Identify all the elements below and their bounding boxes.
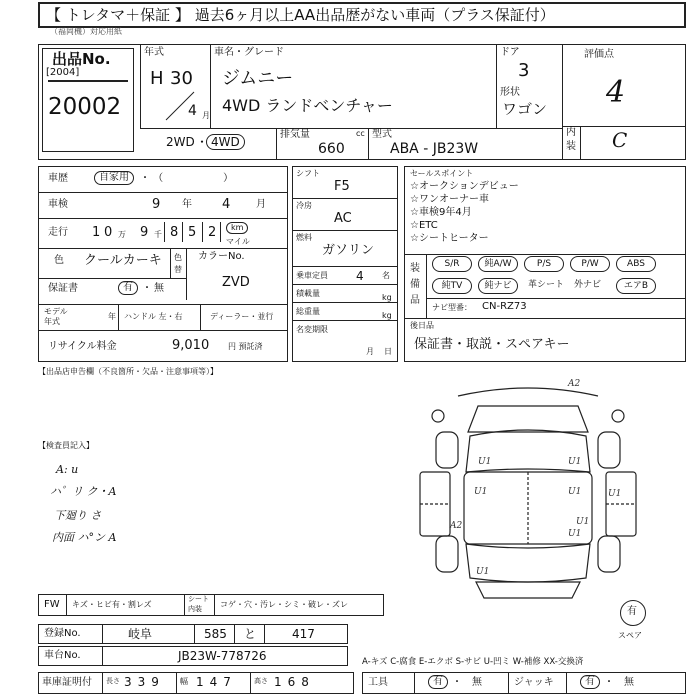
score-label: 評価点 xyxy=(584,49,614,60)
mileage-d5: 5 xyxy=(188,225,197,240)
inspector-note-3: 下廻り さ xyxy=(54,509,102,522)
cert-width-label: 幅 xyxy=(180,677,188,686)
registration-place: 岐阜 xyxy=(128,627,153,641)
tools-no: 無 xyxy=(472,677,482,688)
navi-model-value: CN-RZ73 xyxy=(482,301,527,312)
warranty-yes-circled: 有 xyxy=(118,281,138,295)
dealer-options: ディーラー・並行 xyxy=(210,312,274,321)
color-change-label-1: 色 xyxy=(174,253,182,262)
damage-legend: A-キズ C-腐食 E-エクボ S-サビ U-凹ミ W-補修 XX-交換済 xyxy=(362,657,584,667)
mileage-unit-km: km xyxy=(226,222,248,234)
shape-label: 形状 xyxy=(500,87,520,98)
ac-label: 冷房 xyxy=(296,201,312,210)
mark-u1-1: U1 xyxy=(478,457,492,467)
mark-a2-mid: A2 xyxy=(450,521,463,531)
selling-point-4: ☆ETC xyxy=(410,220,438,231)
spare-label: スペア xyxy=(618,631,642,640)
equip-power-window: P/W xyxy=(570,256,610,272)
load-label: 積載量 xyxy=(296,289,320,298)
warranty-label: 保証書 xyxy=(48,283,78,294)
mark-a2-top: A2 xyxy=(568,379,581,389)
mark-u1-5: U1 xyxy=(568,529,582,539)
accessories-value: 保証書・取説・スペアキー xyxy=(414,337,570,352)
score-value: 4 xyxy=(606,75,626,110)
registration-class: 585 xyxy=(204,627,227,641)
color-code-label: カラーNo. xyxy=(198,251,245,262)
spare-mark: 有 xyxy=(627,606,637,617)
inspection-month-unit: 月 xyxy=(256,199,266,210)
warranty-sep: ・ xyxy=(142,283,152,294)
inspection-year-unit: 年 xyxy=(182,199,192,210)
cert-label: 車庫証明付 xyxy=(42,677,92,688)
selling-point-2: ☆ワンオーナー車 xyxy=(410,194,489,205)
car-details-section xyxy=(38,166,288,362)
shape-value: ワゴン xyxy=(502,100,548,118)
period-label: 名変期限 xyxy=(296,325,328,334)
jack-sep: ・ xyxy=(604,677,614,688)
history-selected: 自家用 xyxy=(94,171,134,185)
interior-value: C xyxy=(612,128,628,152)
displacement-unit: cc xyxy=(356,129,365,138)
mileage-unit-sen: 千 xyxy=(154,230,162,239)
handle-options: ハンドル 左・右 xyxy=(124,312,183,321)
history-rest: ・ （ ） xyxy=(140,173,234,184)
cert-height: 168 xyxy=(274,675,315,689)
inspector-label: 【検査員記入】 xyxy=(38,441,94,450)
mileage-d1: 1 xyxy=(92,225,101,240)
model-code-label: 型式 xyxy=(372,129,392,140)
mark-u1-6: U1 xyxy=(576,517,590,527)
selling-points-label: セールスポイント xyxy=(410,169,474,178)
model-name: ジムニー xyxy=(222,68,294,89)
registration-number: 417 xyxy=(292,627,315,641)
drive-2wd: 2WD xyxy=(166,135,195,149)
color-label: 色 xyxy=(54,255,64,266)
recycle-value: 9,010 xyxy=(172,338,210,353)
capacity-label: 乗車定員 xyxy=(296,271,328,280)
mileage-d6: 2 xyxy=(208,225,217,240)
doors-value: 3 xyxy=(518,60,530,81)
damage-fw-label: FW xyxy=(44,599,60,610)
equip-tv: 純TV xyxy=(432,278,472,294)
inspector-note-1: A: u xyxy=(56,463,79,476)
mark-u1-7: U1 xyxy=(608,489,622,499)
equip-aftermarket-navi: 外ナビ xyxy=(574,280,602,290)
gross-label: 総重量 xyxy=(296,307,320,316)
shift-label: シフト xyxy=(296,169,320,178)
year-month-unit: 月 xyxy=(202,111,210,120)
period-day: 日 xyxy=(384,347,392,356)
drive-4wd-circled: 4WD xyxy=(206,134,245,150)
mark-u1-3: U1 xyxy=(474,487,488,497)
registration-label: 登録No. xyxy=(44,628,81,639)
capacity-value: 4 xyxy=(356,269,364,283)
selling-point-1: ☆オークションデビュー xyxy=(410,181,519,192)
banner xyxy=(38,2,686,28)
color-change-label-2: 替 xyxy=(174,265,182,274)
equipment-label-3: 品 xyxy=(410,295,420,306)
equip-leather-seat: 革シート xyxy=(528,280,565,290)
tools-yes-circled: 有 xyxy=(428,675,448,689)
mileage-label: 走行 xyxy=(48,227,68,238)
tools-sep: ・ xyxy=(452,677,462,688)
gross-unit: kg xyxy=(382,311,392,320)
warranty-no: 無 xyxy=(154,283,164,294)
inspection-month: 4 xyxy=(222,197,231,212)
equipment-label-2: 備 xyxy=(410,279,420,290)
fuel-value: ガソリン xyxy=(322,243,375,258)
interior-label-1: 内 xyxy=(566,127,576,138)
registration-kana: と xyxy=(244,627,257,641)
equip-alloy-wheel: 純A/W xyxy=(478,256,518,272)
model-code-value: ABA - JB23W xyxy=(390,141,479,157)
inspection-label: 車検 xyxy=(48,199,68,210)
jack-yes-circled: 有 xyxy=(580,675,600,689)
accessories-label: 後日品 xyxy=(410,321,434,330)
equipment-label-1: 装 xyxy=(410,263,420,274)
inspector-note-4: 内面 ハ°ン A xyxy=(52,531,117,544)
model-year-label-2: 年式 xyxy=(44,317,60,326)
tools-label: 工具 xyxy=(368,677,388,688)
year-label: 年式 xyxy=(144,47,164,58)
inspector-note-2: ハ゜リ ク・A xyxy=(50,485,117,498)
color-value: クールカーキ xyxy=(84,253,162,268)
mileage-unit-man: 万 xyxy=(118,230,126,239)
name-label: 車名・グレード xyxy=(214,47,284,58)
mark-u1-2: U1 xyxy=(568,457,582,467)
mileage-d3: 9 xyxy=(140,225,149,240)
year-value: 30 xyxy=(170,68,193,89)
damage-fw-items: キズ・ヒビ有・割レズ xyxy=(72,600,152,609)
recycle-unit: 円 預託済 xyxy=(228,342,263,351)
declaration-label: 【出品店申告欄（不良箇所・欠品・注意事項等）】 xyxy=(38,367,218,376)
cert-width: 147 xyxy=(196,675,237,689)
equip-abs: ABS xyxy=(616,256,656,272)
car-diagram xyxy=(418,376,638,604)
year-era: H xyxy=(150,68,164,89)
mark-u1-4: U1 xyxy=(568,487,582,497)
year-month: 4 xyxy=(188,103,197,119)
color-code-value: ZVD xyxy=(222,275,250,290)
damage-seat-label-1: シート xyxy=(188,595,209,603)
lot-number: 20002 xyxy=(48,94,122,120)
selling-point-5: ☆シートヒーター xyxy=(410,233,489,244)
shift-value: F5 xyxy=(334,179,350,194)
drive-sep: ・ xyxy=(196,135,209,149)
cert-length-label: 長さ xyxy=(106,677,120,685)
grade-name: 4WD ランドベンチャー xyxy=(222,96,393,115)
ac-value: AC xyxy=(334,211,352,226)
selling-point-3: ☆車検9年4月 xyxy=(410,207,472,218)
period-month: 月 xyxy=(366,347,374,356)
mark-u1-8: U1 xyxy=(476,567,490,577)
chassis-value: JB23W-778726 xyxy=(178,649,267,663)
interior-label-2: 装 xyxy=(566,141,576,152)
mileage-d4: 8 xyxy=(170,225,179,240)
fuel-label: 燃料 xyxy=(296,233,312,242)
equip-sunroof: S/R xyxy=(432,256,472,272)
cert-height-label: 高さ xyxy=(254,677,268,685)
chassis-label: 車台No. xyxy=(44,650,81,661)
doors-label: ドア xyxy=(500,47,520,58)
capacity-unit: 名 xyxy=(382,271,390,280)
navi-model-label: ナビ型番： xyxy=(432,303,472,312)
damage-seat-items: コゲ・穴・汚レ・シミ・破レ・ズレ xyxy=(220,600,348,609)
banner-text: 【 トレタマ＋保証 】 過去6ヶ月以上AA出品歴がない車両（プラス保証付） xyxy=(46,6,555,24)
displacement-label: 排気量 xyxy=(280,129,310,140)
jack-no: 無 xyxy=(624,677,634,688)
equip-power-steering: P/S xyxy=(524,256,564,272)
jack-label: ジャッキ xyxy=(514,677,554,688)
load-unit: kg xyxy=(382,293,392,302)
recycle-label: リサイクル料金 xyxy=(48,341,117,352)
lot-sub: [2004] xyxy=(46,67,80,78)
equip-airbag: エアB xyxy=(616,278,656,294)
lot-label: 出品No. xyxy=(52,50,111,68)
damage-seat-label-2: 内装 xyxy=(188,605,202,613)
displacement-value: 660 xyxy=(318,141,345,157)
inspection-year: 9 xyxy=(152,197,161,212)
history-label: 車歴 xyxy=(48,173,68,184)
model-year-label-1: モデル xyxy=(44,307,68,316)
partial-top-text: （福岡機）対応用紙 xyxy=(50,27,122,36)
model-year-unit: 年 xyxy=(108,312,116,321)
mileage-unit-mile: マイル xyxy=(226,237,250,246)
mileage-d2: 0 xyxy=(104,225,113,240)
equip-navi: 純ナビ xyxy=(478,278,518,294)
cert-length: 339 xyxy=(124,675,165,689)
